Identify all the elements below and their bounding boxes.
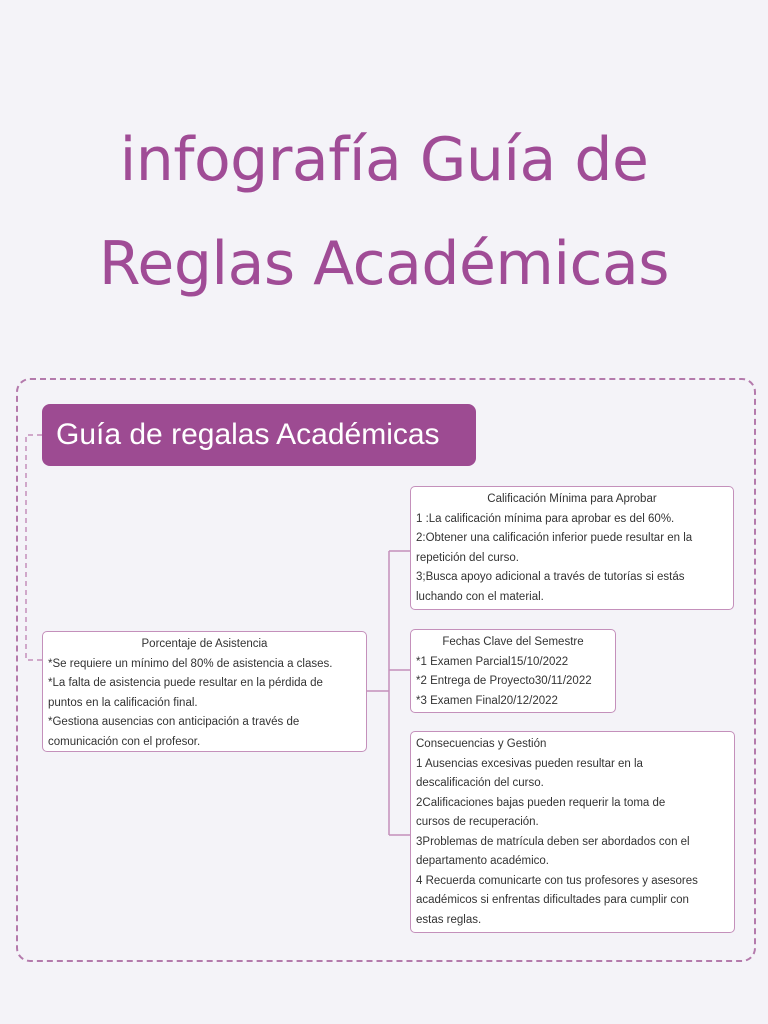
node-consecuencias-line: 3Problemas de matrícula deben ser abordados con el bbox=[416, 835, 690, 848]
node-consecuencias-line: 1 Ausencias excesivas pueden resultar en la bbox=[416, 757, 643, 770]
node-consecuencias-line: estas reglas. bbox=[416, 913, 482, 926]
node-consecuencias-line: departamento académico. bbox=[416, 855, 549, 867]
node-calificacion-line: luchando con el material. bbox=[416, 590, 544, 603]
node-asistencia-line: *La falta de asistencia puede resultar en la pérdida de bbox=[48, 677, 323, 689]
node-asistencia-line: *Se requiere un mínimo del 80% de asistencia a clases. bbox=[48, 657, 333, 670]
node-asistencia bbox=[42, 631, 367, 752]
node-calificacion-line: 2:Obtener una calificación inferior puede resultar en la bbox=[416, 532, 693, 544]
node-asistencia-line: comunicación con el profesor. bbox=[48, 735, 201, 748]
node-calificacion bbox=[410, 486, 734, 610]
root-node bbox=[42, 404, 476, 466]
node-asistencia-heading: Porcentaje de Asistencia bbox=[141, 638, 268, 650]
title-line-1: infografía Guía de bbox=[119, 125, 649, 196]
node-calificacion-line: 1 :La calificación mínima para aprobar es del 60%. bbox=[416, 512, 675, 525]
node-fechas bbox=[410, 629, 616, 713]
root-node-label: Guía de regalas Académicas bbox=[56, 418, 440, 451]
node-consecuencias-line: descalificación del curso. bbox=[416, 777, 544, 789]
branch-connector bbox=[367, 551, 410, 835]
node-consecuencias-line: 4 Recuerda comunicarte con tus profesores y asesores bbox=[416, 874, 698, 887]
node-calificacion-line: 3;Busca apoyo adicional a través de tutorías si estás bbox=[416, 571, 685, 583]
node-consecuencias-line: académicos si enfrentas dificultades para cumplir con bbox=[416, 894, 689, 906]
node-consecuencias-line: cursos de recuperación. bbox=[416, 816, 539, 828]
node-fechas-heading: Fechas Clave del Semestre bbox=[442, 636, 584, 648]
node-fechas-line: *1 Examen Parcial15/10/2022 bbox=[416, 655, 569, 668]
node-fechas-line: *3 Examen Final20/12/2022 bbox=[416, 694, 558, 707]
title-line-2: Reglas Académicas bbox=[98, 229, 670, 300]
node-consecuencias bbox=[410, 731, 735, 933]
node-consecuencias-heading: Consecuencias y Gestión bbox=[416, 738, 547, 750]
node-calificacion-line: repetición del curso. bbox=[416, 551, 519, 564]
node-asistencia-line: puntos en la calificación final. bbox=[48, 696, 198, 709]
node-consecuencias-line: 2Calificaciones bajas pueden requerir la toma de bbox=[416, 796, 666, 809]
root-connector bbox=[26, 435, 42, 660]
node-asistencia-line: *Gestiona ausencias con anticipación a través de bbox=[48, 716, 300, 728]
node-calificacion-heading: Calificación Mínima para Aprobar bbox=[487, 493, 657, 505]
node-fechas-line: *2 Entrega de Proyecto30/11/2022 bbox=[416, 675, 592, 687]
